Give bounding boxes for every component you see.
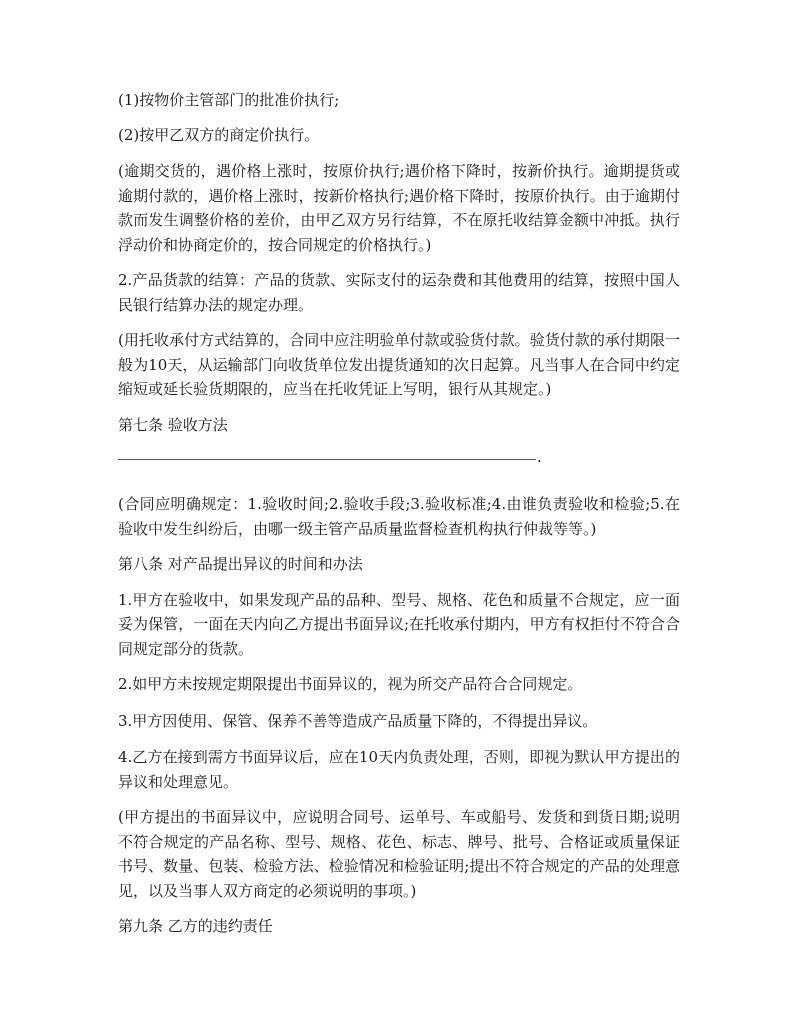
clause-objection-3: 3.甲方因使用、保管、保养不善等造成产品质量下降的，不得提出异议。: [118, 711, 598, 730]
blank-line-period: .: [537, 448, 542, 466]
note-collection-payment: (用托收承付方式结算的，合同中应注明验单付款或验货付款。验货付款的承付期限一般为10天，从运输部门向收货单位发出提货通知的次日起算。凡当事人在合同中约定缩短或延长验货期限的，应当在托收凭证上写明，银行从其规定。): [118, 331, 680, 398]
article-9-heading: 第九条 乙方的违约责任: [118, 917, 273, 935]
note-written-objection: (甲方提出的书面异议中，应说明合同号、运单号、车或船号、发货和到货日期;说明不符合规定的产品名称、型号、规格、花色、标志、牌号、批号、合格证或质量保证书号、数量、包装、检验方法、检验情况和检验证明;提出不符合规定的产品的处理意见，以及当事人双方商定的必须说明的事项。): [118, 808, 680, 900]
clause-price-2: (2)按甲乙双方的商定价执行。: [118, 125, 320, 144]
clause-payment-settlement: 2.产品货款的结算：产品的货款、实际支付的运杂费和其他费用的结算，按照中国人民银行结算办法的规定办理。: [118, 271, 680, 314]
article-7-heading: 第七条 验收方法: [118, 415, 228, 434]
note-acceptance: (合同应明确规定：1.验收时间;2.验收手段;3.验收标准;4.由谁负责验收和检验;5.在验收中发生纠纷后，由哪一级主管产品质量监督检查机构执行仲裁等等。): [118, 495, 680, 538]
clause-objection-2: 2.如甲方未按规定期限提出书面异议的，视为所交产品符合合同规定。: [118, 675, 583, 693]
clause-objection-4: 4.乙方在接到需方书面异议后，应在10天内负责处理，否则，即视为默认甲方提出的异议和处理意见。: [118, 748, 680, 791]
clause-price-1: (1)按物价主管部门的批准价执行;: [118, 91, 340, 109]
fill-in-blank-line: [118, 445, 680, 469]
document-page: [118, 88, 680, 939]
clause-objection-1: 1.甲方在验收中，如果发现产品的品种、型号、规格、花色和质量不合规定，应一面妥为保管，一面在天内向乙方提出书面异议;在托收承付期内，甲方有权拒付不符合合同规定部分的货款。: [118, 590, 680, 658]
article-8-heading: 第八条 对产品提出异议的时间和办法: [118, 555, 363, 573]
note-price-adjustment: (逾期交货的，遇价格上涨时，按原价执行;遇价格下降时，按新价执行。逾期提货或逾期付款的，遇价格上涨时，按新价格执行;遇价格下降时，按原价执行。由于逾期付款而发生调整价格的差价，由甲乙双方另行结算，不在原托收结算金额中冲抵。执行浮动价和协商定价的，按合同规定的价格执行。): [118, 162, 680, 254]
blank-underline: [118, 459, 536, 460]
